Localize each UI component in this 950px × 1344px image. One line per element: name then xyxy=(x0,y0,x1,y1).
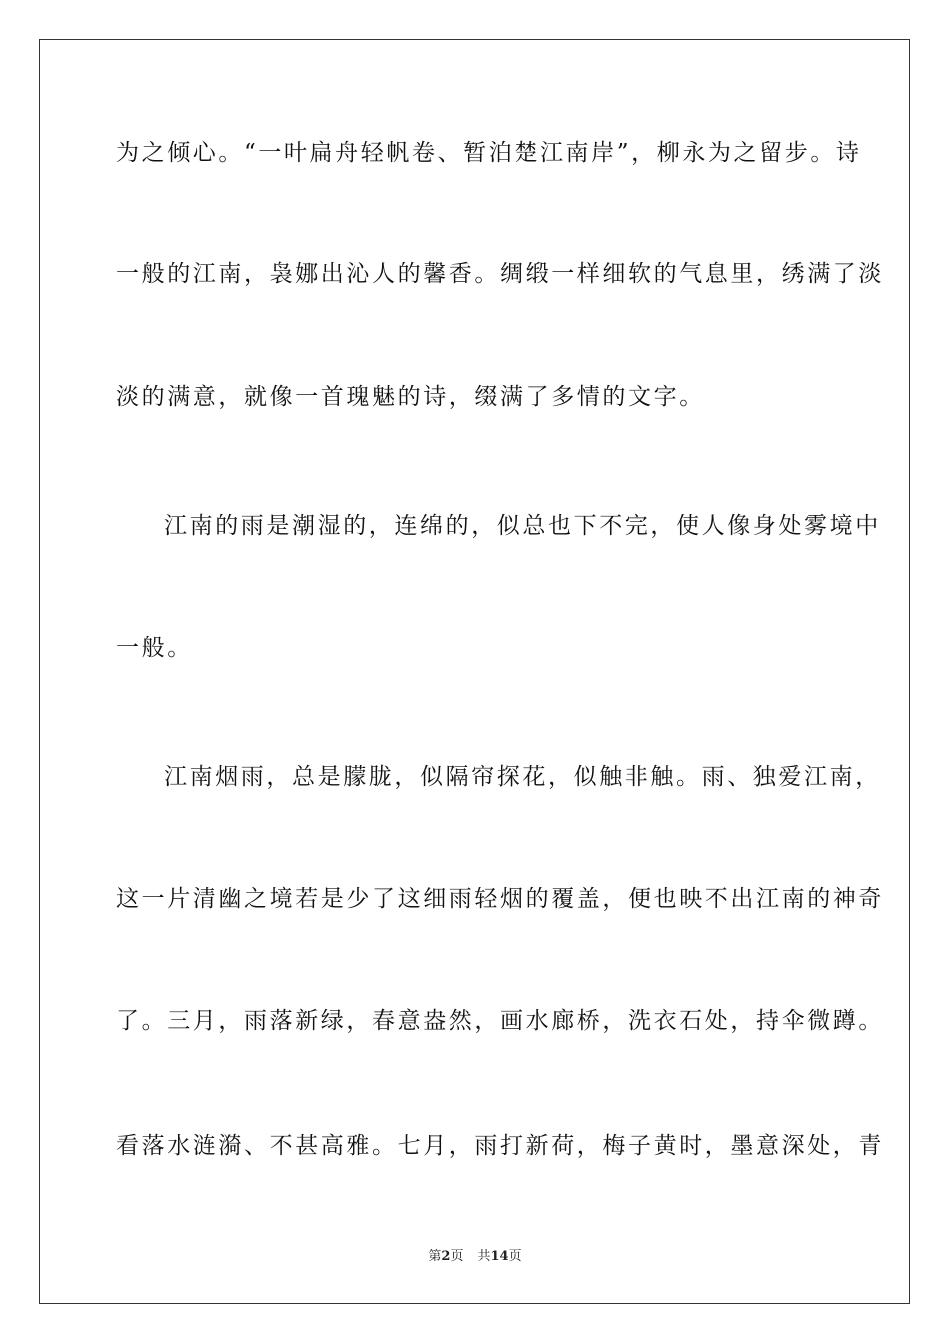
text-line: 看落水涟漪、不甚高雅。七月，雨打新荷，梅子黄时，墨意深处，青 xyxy=(116,1133,884,1159)
total-pages: 14 xyxy=(490,1249,509,1264)
text-line: 淡的满意，就像一首瑰魅的诗，缀满了多情的文字。 xyxy=(116,384,705,410)
text-line: 一般的江南，袅娜出沁人的馨香。绸缎一样细软的气息里，绣满了淡 xyxy=(116,261,884,287)
text-line: 江南的雨是潮湿的，连绵的，似总也下不完，使人像身处雾境中 xyxy=(164,513,881,539)
text-line: 为之倾心。“一叶扁舟轻帆卷、暂泊楚江南岸”，柳永为之留步。诗 xyxy=(116,140,862,166)
page-prefix: 第 xyxy=(428,1249,442,1264)
text-line: 一般。 xyxy=(116,635,193,661)
page-suffix: 页 xyxy=(450,1249,464,1264)
page-number: 2 xyxy=(441,1249,451,1264)
text-line: 这一片清幽之境若是少了这细雨轻烟的覆盖，便也映不出江南的神奇 xyxy=(116,886,884,912)
total-suffix: 页 xyxy=(508,1249,522,1264)
total-prefix: 共 xyxy=(477,1249,491,1264)
text-line: 江南烟雨，总是朦胧，似隔帘探花，似触非触。雨、独爱江南， xyxy=(164,764,881,790)
text-line: 了。三月，雨落新绿，春意盎然，画水廊桥，洗衣石处，持伞微蹲。 xyxy=(116,1008,884,1034)
page-frame xyxy=(39,39,910,1304)
page-footer xyxy=(0,1248,950,1266)
